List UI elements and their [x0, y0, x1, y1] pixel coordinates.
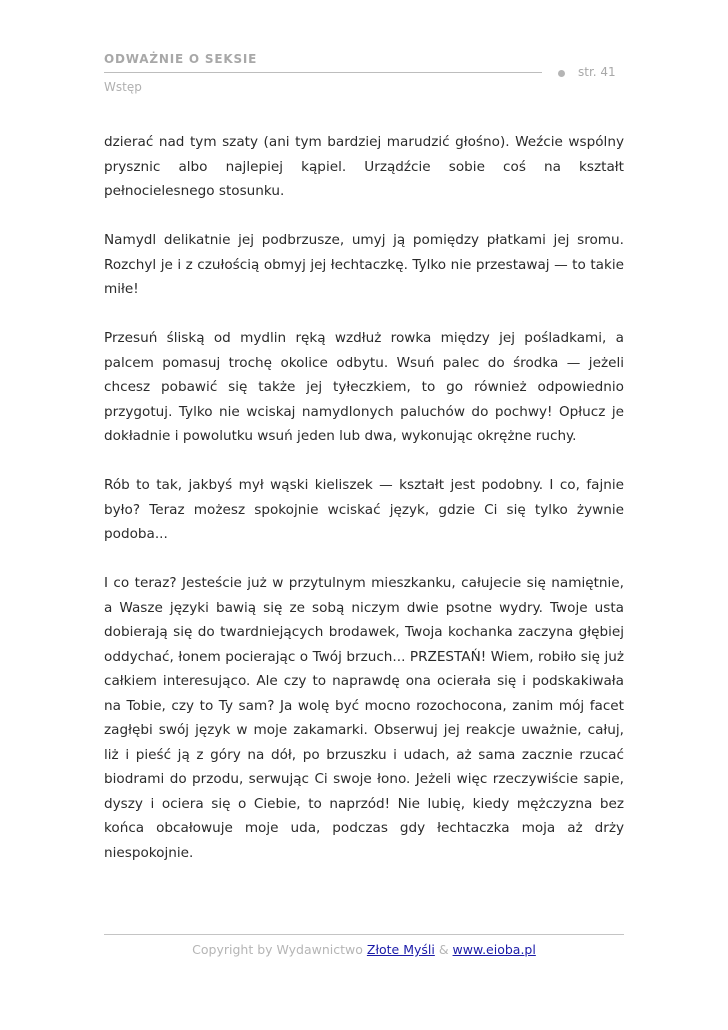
- website-link[interactable]: www.eioba.pl: [452, 942, 536, 957]
- bullet-icon: [558, 70, 565, 77]
- paragraph: Przesuń śliską od mydlin ręką wzdłuż rowka między jej pośladkami, a palcem pomasuj trochę okolice odbytu. Wsuń palec do środka — jeżeli chcesz pobawić się także jej tyłeczkiem, to go również odpowiednio przygotuj. Tylko nie wciskaj namydlonych paluchów do pochwy! Opłucz je dokładnie i powolutku wsuń jeden lub dwa, wykonując okrężne ruchy.: [104, 330, 624, 444]
- footer: [104, 942, 624, 957]
- publisher-link[interactable]: Złote Myśli: [366, 942, 435, 957]
- footer-separator: &: [434, 942, 453, 957]
- section-name: Wstęp: [104, 80, 142, 94]
- page-number: str. 41: [578, 65, 616, 79]
- footer-divider: [104, 934, 624, 935]
- body-text: [104, 130, 624, 890]
- paragraph: I co teraz? Jesteście już w przytulnym mieszkanku, całujecie się namiętnie, a Wasze języki bawią się ze sobą niczym dwie psotne wydry. Twoje usta dobierają się do twardniejących brodawek, Twoja kochanka zaczyna głębiej oddychać, łonem pocierając o Twój brzuch... PRZESTAŃ! Wiem, robiło się już całkiem interesująco. Ale czy to naprawdę ona ocierała się i podskakiwała na Tobie, czy to Ty sam? Ja wolę być mocno rozochocona, zanim mój facet zagłębi swój język w moje zakamarki. Obserwuj jej reakcje uważnie, całuj, liż i pieść ją z góry na dół, po brzuszku i udach, aż sama zacznie rzucać biodrami do przodu, serwując Ci swoje łono. Jeżeli więc rzeczywiście sapie, dyszy i ociera się o Ciebie, to naprzód! Nie lubię, kiedy mężczyzna bez końca obcałowuje moje uda, podczas gdy łechtaczka moja aż drży niespokojnie.: [104, 575, 624, 861]
- paragraph: dzierać nad tym szaty (ani tym bardziej marudzić głośno). Weźcie wspólny prysznic albo najlepiej kąpiel. Urządźcie sobie coś na kształt pełnocielesnego stosunku.: [104, 134, 624, 199]
- paragraph: Namydl delikatnie jej podbrzusze, umyj ją pomiędzy płatkami jej sromu. Rozchyl je i z czułością obmyj jej łechtaczkę. Tylko nie przestawaj — to takie miłe!: [104, 232, 624, 297]
- header-divider: [104, 72, 542, 73]
- copyright-text: Copyright by Wydawnictwo: [192, 942, 367, 957]
- header-title: ODWAŻNIE O SEKSIE: [104, 52, 258, 66]
- paragraph: Rób to tak, jakbyś mył wąski kieliszek — kształt jest podobny. I co, fajnie było? Teraz możesz spokojnie wciskać język, gdzie Ci się tylko żywnie podoba...: [104, 477, 624, 542]
